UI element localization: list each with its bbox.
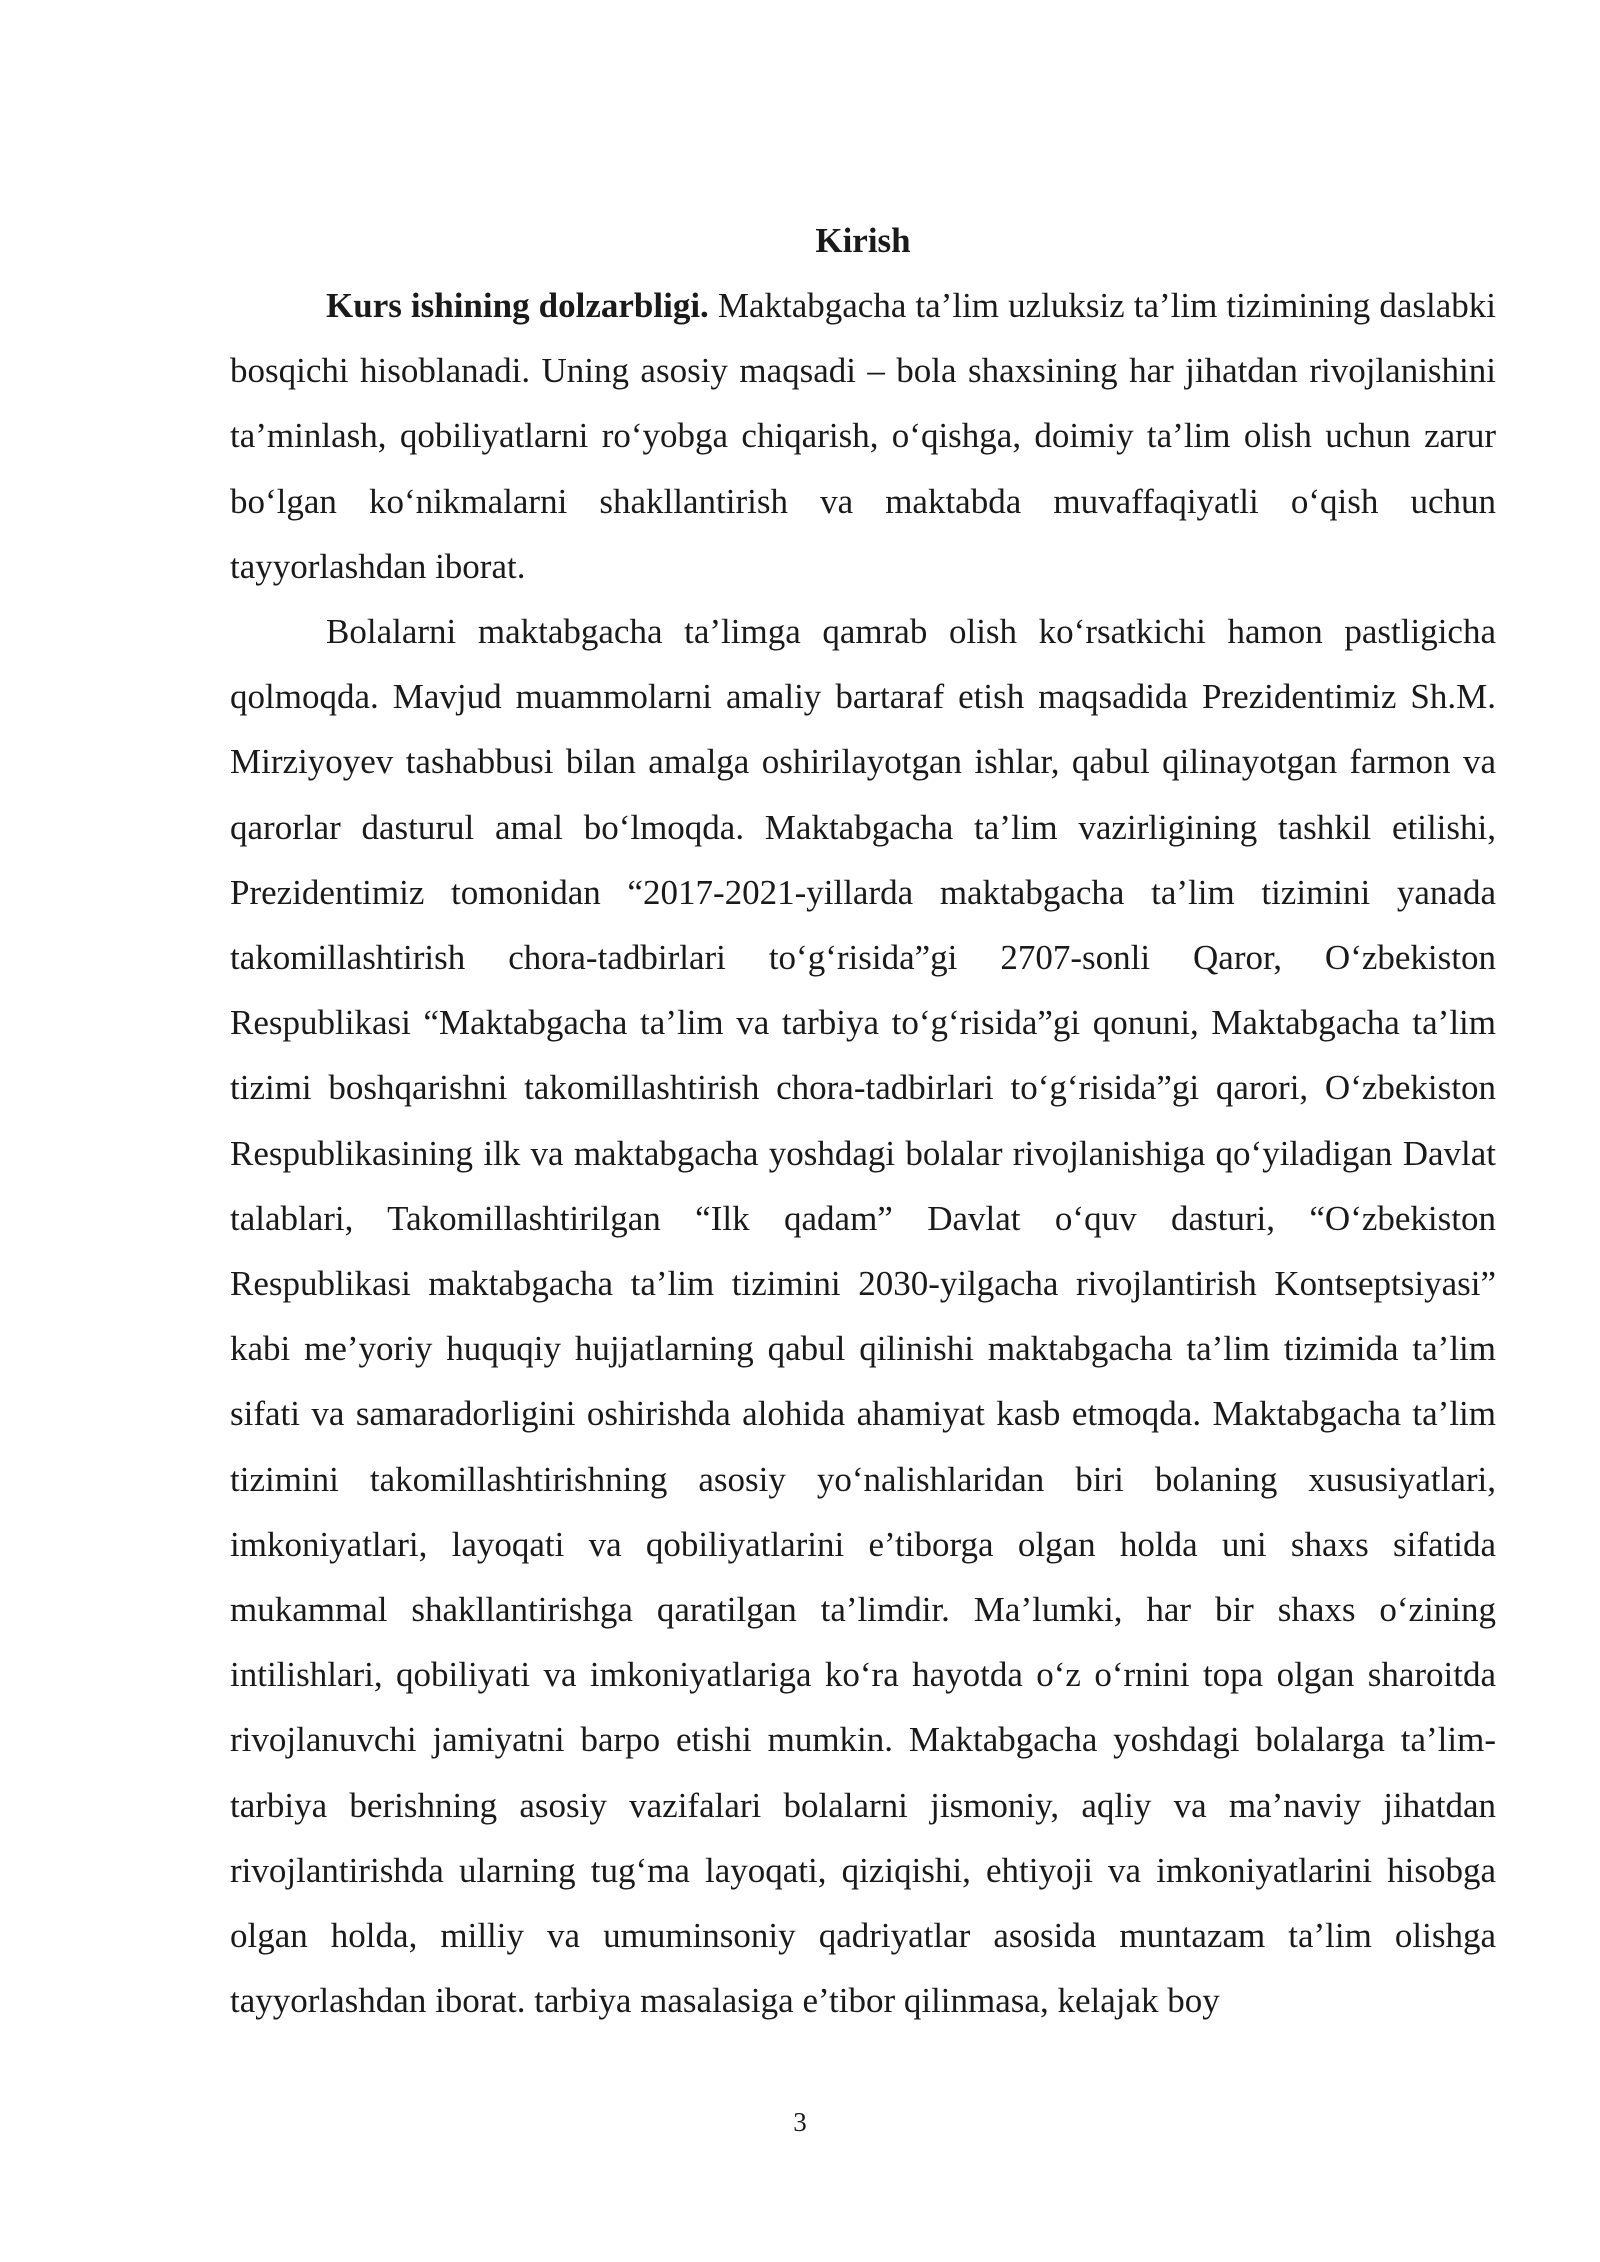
paragraph-coverage [230, 599, 1496, 2033]
page-content [230, 208, 1496, 2033]
paragraph-relevance [230, 273, 1496, 599]
paragraph-text: Bolalarni maktabgacha ta’limga qamrab olish ko‘rsatkichi hamon pastligicha qolmoqda. Mavjud muammolarni amaliy bartaraf etish maqsadida Prezidentimiz Sh.M. Mirziyoyev tashabbusi bilan amalga oshirilayotgan ishlar, qabul qilinayotgan farmon va qarorlar dasturul amal bo‘lmoqda. Maktabgacha ta’lim vazirligining tashkil etilishi, Prezidentimiz tomonidan “2017-2021-yillarda maktabgacha ta’lim tizimini yanada takomillashtirish chora-tadbirlari to‘g‘risida”gi 2707-sonli Qaror, O‘zbekiston Respublikasi “Maktabgacha ta’lim va tarbiya to‘g‘risida”gi qonuni, Maktabgacha ta’lim tizimi boshqarishni takomillashtirish chora-tadbirlari to‘g‘risida”gi qarori, O‘zbekiston Respublikasining ilk va maktabgacha yoshdagi bolalar rivojlanishiga qo‘yiladigan Davlat talablari, Takomillashtirilgan “Ilk qadam” Davlat o‘quv dasturi, “O‘zbekiston Respublikasi maktabgacha ta’lim tizimini 2030-yilgacha rivojlantirish Kontseptsiyasi” kabi me’yoriy huquqiy hujjatlarning qabul qilinishi maktabgacha ta’lim tizimida ta’lim sifati va samaradorligini oshirishda alohida ahamiyat kasb etmoqda. Maktabgacha ta’lim tizimini takomillashtirishning asosiy yo‘nalishlaridan biri bolaning xususiyatlari, imkoniyatlari, layoqati va qobiliyatlarini e’tiborga olgan holda uni shaxs sifatida mukammal shakllantirishga qaratilgan ta’limdir. Ma’lumki, har bir shaxs o‘zining intilishlari, qobiliyati va imkoniyatlariga ko‘ra hayotda o‘z o‘rnini topa olgan sharoitda rivojlanuvchi jamiyatni barpo etishi mumkin. Maktabgacha yoshdagi bolalarga ta’lim-tarbiya berishning asosiy vazifalari bolalarni jismoniy, aqliy va ma’naviy jihatdan rivojlantirishda ularning tug‘ma layoqati, qiziqishi, ehtiyoji va imkoniyatlarini hisobga olgan holda, milliy va umuminsoniy qadriyatlar asosida muntazam ta’lim olishga tayyorlashdan iborat. tarbiya masalasiga e’tibor qilinmasa, kelajak boy [230, 612, 1496, 2021]
paragraph-lead: Kurs ishining dolzarbligi. [326, 286, 709, 325]
paragraph-text: Maktabgacha ta’lim uzluksiz ta’lim tizimining daslabki bosqichi hisoblanadi. Uning asosiy maqsadi – bola shaxsining har jihatdan rivojlanishini ta’minlash, qobiliyatlarni ro‘yobga chiqarish, o‘qishga, doimiy ta’lim olish uchun zarur bo‘lgan ko‘nikmalarni shakllantirish va maktabda muvaffaqiyatli o‘qish uchun tayyorlashdan iborat. [230, 286, 1496, 586]
page-title: Kirish [815, 221, 911, 260]
page-number: 3 [793, 2107, 807, 2137]
